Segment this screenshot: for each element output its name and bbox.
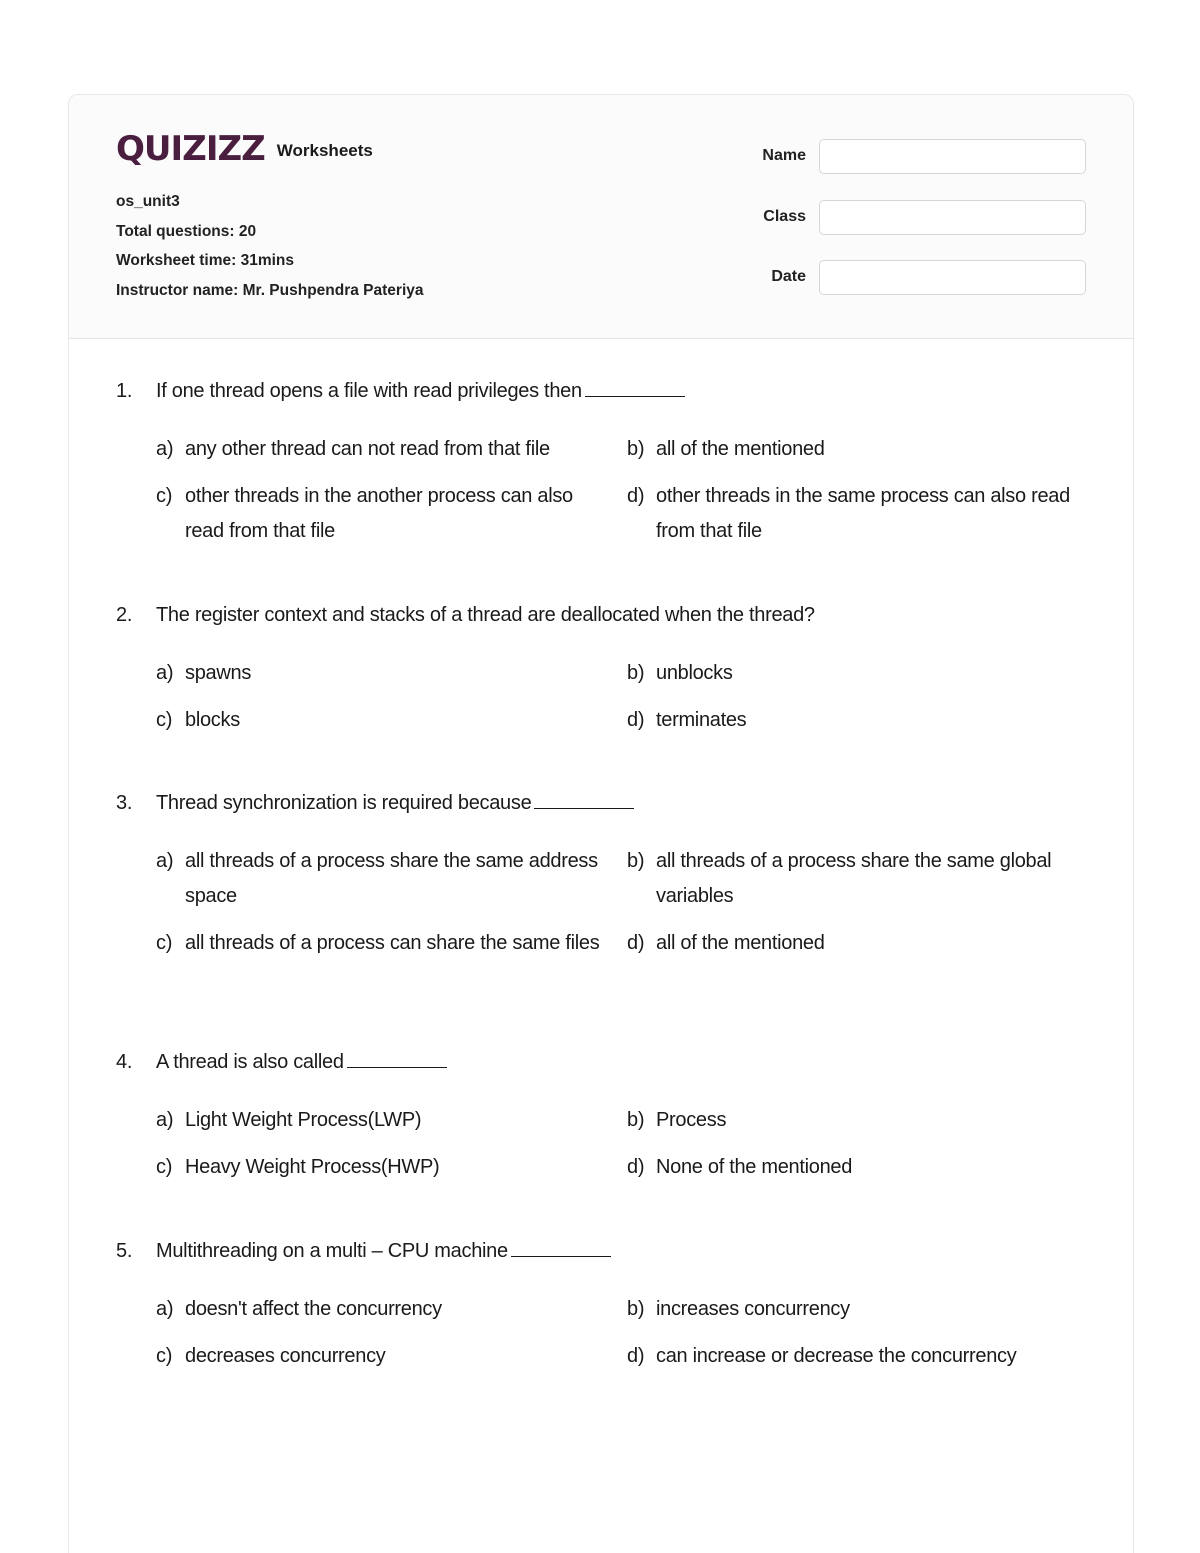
- option-letter: b): [627, 662, 645, 684]
- option-text: all threads of a process share the same global variables: [656, 850, 1052, 907]
- option-d[interactable]: [627, 703, 1087, 738]
- worksheet-page: [68, 94, 1134, 1553]
- option-letter: b): [627, 850, 645, 872]
- worksheet-title: os_unit3: [116, 193, 180, 210]
- option-a[interactable]: [156, 656, 616, 691]
- option-d[interactable]: [627, 1339, 1087, 1374]
- option-text: all threads of a process can share the same files: [185, 932, 600, 954]
- answer-blank: [534, 791, 634, 809]
- option-text: None of the mentioned: [656, 1156, 853, 1178]
- option-text: Process: [656, 1109, 727, 1131]
- option-text: all threads of a process share the same address space: [185, 850, 598, 907]
- option-text: Heavy Weight Process(HWP): [185, 1156, 440, 1178]
- date-label: Date: [771, 268, 806, 285]
- question-4-row: [116, 1049, 1086, 1075]
- question-text: Thread synchronization is required because: [156, 792, 532, 814]
- option-text: other threads in the same process can also read from that file: [656, 485, 1070, 542]
- option-letter: c): [156, 485, 173, 507]
- option-letter: c): [156, 932, 173, 954]
- instructor-name: Instructor name: Mr. Pushpendra Pateriya: [116, 281, 424, 299]
- question-3-row: [116, 790, 1086, 816]
- option-text: Light Weight Process(LWP): [185, 1109, 422, 1131]
- option-text: increases concurrency: [656, 1298, 850, 1320]
- question-text-wrap: [156, 378, 1086, 404]
- option-letter: c): [156, 1156, 173, 1178]
- option-text: spawns: [185, 662, 252, 684]
- answer-blank: [511, 1239, 611, 1257]
- question-5: [116, 1238, 1086, 1367]
- option-text: unblocks: [656, 662, 733, 684]
- option-text: doesn't affect the concurrency: [185, 1298, 442, 1320]
- option-b[interactable]: [627, 1292, 1087, 1327]
- option-letter: a): [156, 662, 174, 684]
- option-letter: a): [156, 438, 174, 460]
- question-5-row: [116, 1238, 1086, 1264]
- question-number: 4.: [116, 1051, 133, 1073]
- option-a[interactable]: [156, 844, 616, 914]
- date-field[interactable]: [819, 260, 1086, 295]
- option-text: other threads in the another process can also read from that file: [185, 485, 573, 542]
- option-a[interactable]: [156, 1103, 616, 1138]
- option-text: any other thread can not read from that file: [185, 438, 550, 460]
- question-number: 5.: [116, 1240, 133, 1262]
- option-letter: d): [627, 1345, 645, 1367]
- option-letter: b): [627, 1298, 645, 1320]
- name-label: Name: [762, 147, 806, 164]
- question-text-wrap: [156, 790, 1086, 816]
- question-text: Multithreading on a multi – CPU machine: [156, 1240, 508, 1262]
- worksheet-meta: [116, 191, 424, 309]
- option-d[interactable]: [627, 1150, 1087, 1185]
- class-field[interactable]: [819, 200, 1086, 235]
- question-text: A thread is also called: [156, 1051, 344, 1073]
- option-text: all of the mentioned: [656, 932, 825, 954]
- option-letter: b): [627, 438, 645, 460]
- quizizz-logo: [116, 129, 373, 169]
- option-text: terminates: [656, 709, 747, 731]
- answer-blank: [585, 379, 685, 397]
- option-c[interactable]: [156, 703, 616, 738]
- worksheet-time: Worksheet time: 31mins: [116, 252, 295, 269]
- question-number: 1.: [116, 380, 133, 402]
- option-letter: b): [627, 1109, 645, 1131]
- option-b[interactable]: [627, 432, 1087, 467]
- option-text: decreases concurrency: [185, 1345, 386, 1367]
- option-b[interactable]: [627, 656, 1087, 691]
- option-b[interactable]: [627, 1103, 1087, 1138]
- question-3: [116, 790, 1086, 954]
- logo-subtitle: Worksheets: [276, 141, 373, 160]
- option-d[interactable]: [627, 926, 1087, 961]
- question-4: [116, 1049, 1086, 1178]
- option-letter: a): [156, 850, 174, 872]
- option-letter: d): [627, 709, 645, 731]
- option-a[interactable]: [156, 432, 616, 467]
- question-text-wrap: [156, 1238, 1086, 1264]
- worksheet-header: [69, 95, 1133, 339]
- question-number: 3.: [116, 792, 133, 814]
- option-c[interactable]: [156, 926, 616, 961]
- option-a[interactable]: [156, 1292, 616, 1327]
- option-text: all of the mentioned: [656, 438, 825, 460]
- class-label: Class: [763, 208, 806, 225]
- option-letter: a): [156, 1298, 174, 1320]
- option-letter: d): [627, 932, 645, 954]
- option-text: can increase or decrease the concurrency: [656, 1345, 1017, 1367]
- option-letter: a): [156, 1109, 174, 1131]
- question-number: 2.: [116, 604, 133, 626]
- option-letter: d): [627, 1156, 645, 1178]
- option-letter: c): [156, 709, 173, 731]
- option-letter: d): [627, 485, 645, 507]
- question-1-row: [116, 378, 1086, 404]
- option-c[interactable]: [156, 1339, 616, 1374]
- option-c[interactable]: [156, 1150, 616, 1185]
- question-1: [116, 378, 1086, 542]
- question-text: The register context and stacks of a thread are deallocated when the thread?: [156, 604, 815, 626]
- name-field[interactable]: [819, 139, 1086, 174]
- option-b[interactable]: [627, 844, 1087, 914]
- option-letter: c): [156, 1345, 173, 1367]
- option-d[interactable]: [627, 479, 1087, 549]
- logo-wordmark: QUIZIZZ: [116, 129, 265, 169]
- option-text: blocks: [185, 709, 240, 731]
- total-questions: Total questions: 20: [116, 222, 257, 240]
- question-text: If one thread opens a file with read privileges then: [156, 380, 582, 402]
- answer-blank: [347, 1050, 447, 1068]
- question-2-row: [116, 602, 1086, 628]
- option-c[interactable]: [156, 479, 616, 549]
- question-text-wrap: [156, 1049, 1086, 1075]
- question-2: [116, 602, 1086, 731]
